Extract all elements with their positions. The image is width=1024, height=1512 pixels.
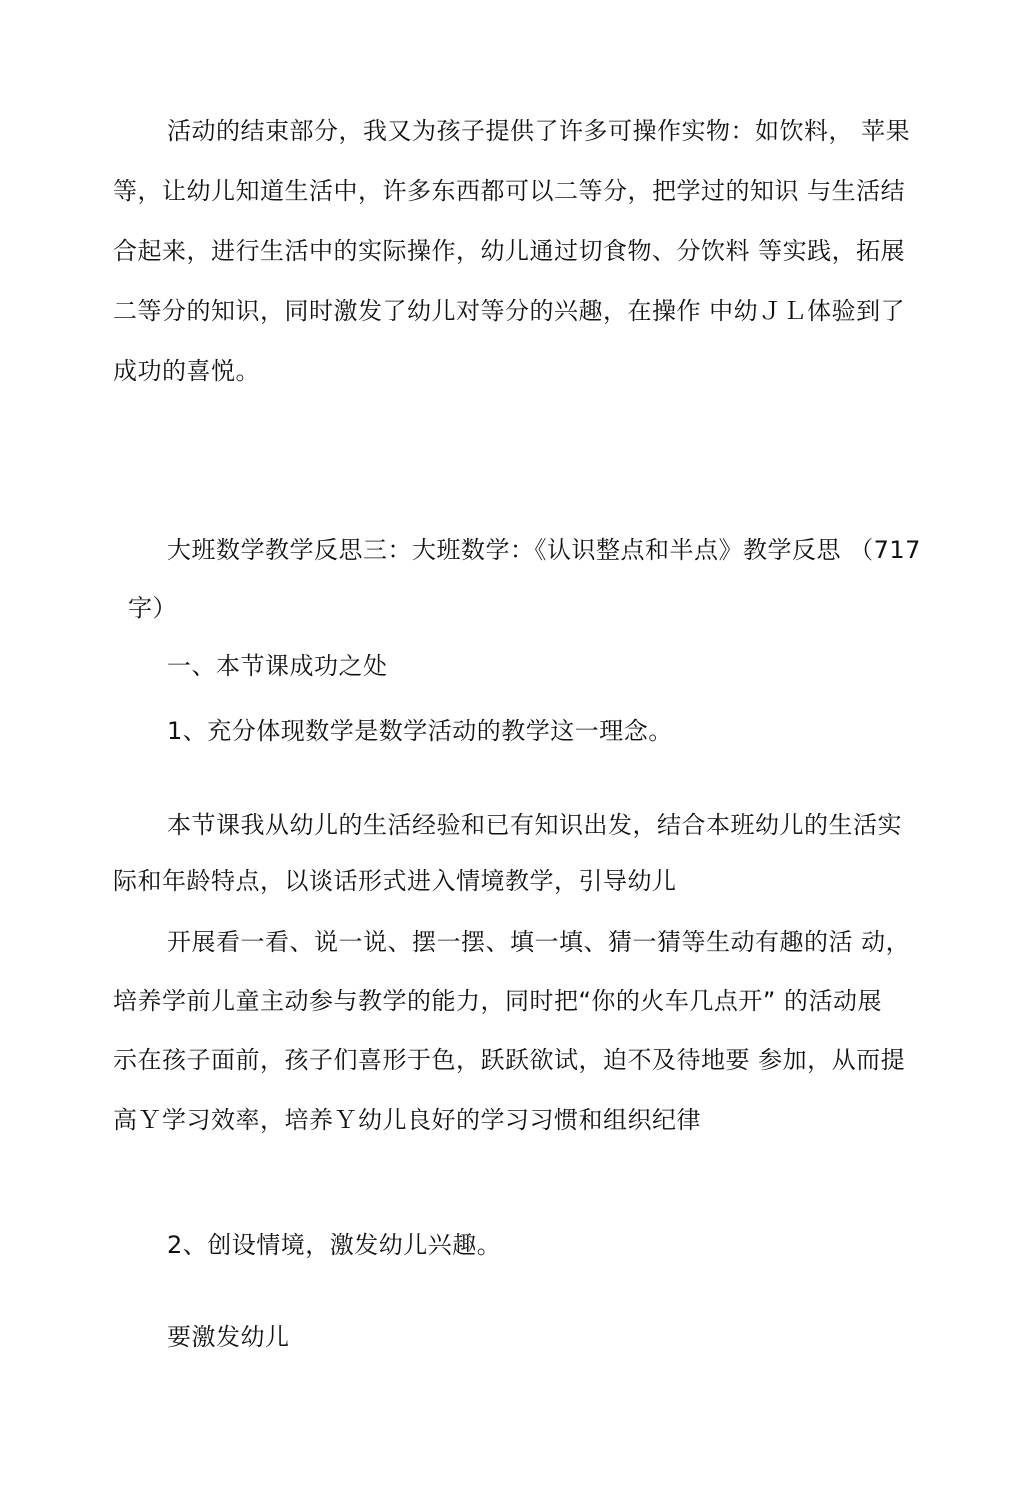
paragraph-2-line-2: 际和年龄特点，以谈话形式进入情境教学，引导幼儿 (113, 867, 677, 895)
point-1: 1、充分体现数学是数学活动的教学这一理念。 (167, 717, 673, 745)
paragraph-1-line-4: 二等分的知识，同时激发了幼儿对等分的兴趣，在操作 中幼ＪＬ体验到了 (113, 297, 906, 325)
paragraph-1-line-1: 活动的结束部分，我又为孩子提供了许多可操作实物：如饮料， 苹果 (167, 117, 911, 145)
point-2: 2、创设情境，激发幼儿兴趣。 (167, 1231, 502, 1259)
paragraph-1-line-3: 合起来，进行生活中的实际操作，幼儿通过切食物、分饮料 等实践，拓展 (113, 237, 906, 265)
paragraph-4: 要激发幼儿 (167, 1323, 290, 1351)
paragraph-2-line-1: 本节课我从幼儿的生活经验和已有知识出发，结合本班幼儿的生活实 (167, 811, 902, 839)
paragraph-3-line-1: 开展看一看、说一说、摆一摆、填一填、猜一猜等生动有趣的活 动， (167, 928, 911, 956)
paragraph-3-line-4: 高Ｙ学习效率，培养Ｙ幼儿良好的学习习惯和组织纪律 (113, 1106, 701, 1134)
heading-success-points: 一、本节课成功之处 (167, 652, 388, 680)
paragraph-1-line-5: 成功的喜悦。 (113, 357, 260, 385)
section-title-line-1: 大班数学教学反思三：大班数学：《认识整点和半点》教学反思 （717 (167, 536, 921, 564)
paragraph-3-line-2: 培养学前儿童主动参与教学的能力，同时把“你的火车几点开” 的活动展 (113, 987, 882, 1015)
section-title-line-2: 字） (128, 594, 177, 622)
paragraph-1-line-2: 等，让幼儿知道生活中，许多东西都可以二等分，把学过的知识 与生活结 (113, 177, 906, 205)
paragraph-3-line-3: 示在孩子面前，孩子们喜形于色，跃跃欲试，迫不及待地要 参加，从而提 (113, 1046, 906, 1074)
